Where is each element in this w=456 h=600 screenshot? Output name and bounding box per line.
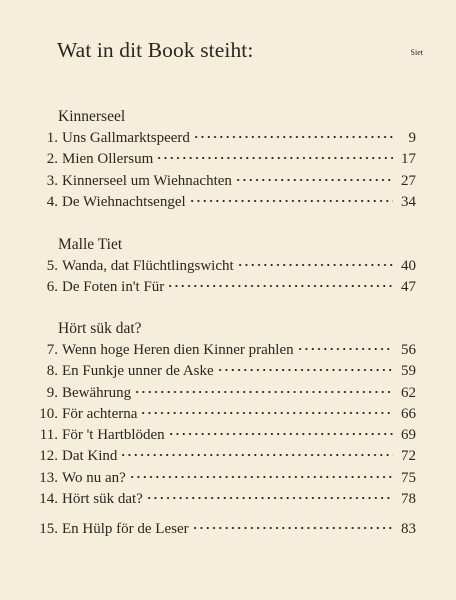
- entry-number: 6.: [46, 279, 58, 296]
- dot-leader: [192, 520, 393, 530]
- entry-title: Hört sük dat?: [62, 491, 143, 508]
- toc-entry: [36, 446, 416, 467]
- entry-page: 27: [401, 172, 416, 189]
- section-appendix: [36, 519, 416, 540]
- entry-title: Bewährung: [62, 384, 132, 401]
- entry-title: För 't Hartblöden: [62, 427, 165, 444]
- toc-entry: [36, 468, 416, 489]
- entry-number: 10.: [39, 405, 58, 422]
- toc-entry: [36, 340, 416, 361]
- dot-leader: [297, 341, 393, 351]
- entry-number: 4.: [46, 193, 58, 210]
- entry-title: Kinnerseel um Wiehnachten: [62, 172, 232, 189]
- dot-leader: [167, 278, 393, 288]
- dot-leader: [156, 150, 393, 160]
- entry-title: Wo nu an?: [62, 469, 126, 486]
- dot-leader: [140, 405, 393, 415]
- entry-number: 15.: [39, 521, 58, 537]
- entry-number: 13.: [39, 469, 58, 486]
- toc-entry: [36, 256, 416, 277]
- toc-entry: [36, 149, 416, 170]
- page-column-label: Siet: [410, 48, 423, 57]
- entry-page: 40: [401, 258, 416, 274]
- toc-entry: [36, 192, 416, 213]
- entry-title: Wanda, dat Flüchtlingswicht: [62, 258, 234, 274]
- section-heading: Hört sük dat?: [58, 320, 142, 337]
- dot-leader: [193, 129, 393, 139]
- entry-number: 11.: [39, 427, 58, 444]
- entry-title: Dat Kind: [62, 448, 118, 465]
- dot-leader: [120, 447, 393, 457]
- entry-page: 72: [401, 448, 416, 465]
- entry-title: De Foten in't Für: [62, 279, 165, 296]
- dot-leader: [217, 362, 393, 372]
- section-heading: Kinnerseel: [58, 108, 126, 125]
- entry-title: För achterna: [62, 405, 138, 422]
- entry-number: 8.: [46, 363, 58, 380]
- toc-entry: [36, 171, 416, 192]
- entry-page: 66: [401, 405, 416, 422]
- entry-page: 69: [401, 427, 416, 444]
- entry-number: 5.: [46, 258, 58, 274]
- toc-entry: [36, 519, 416, 540]
- section-hort-suk-dat: [36, 318, 416, 510]
- section-malle-tiet: [36, 234, 416, 299]
- entry-page: 34: [401, 193, 416, 210]
- entry-number: 2.: [46, 151, 58, 168]
- entry-number: 3.: [46, 172, 58, 189]
- entry-page: 78: [401, 491, 416, 508]
- toc-entry: [36, 383, 416, 404]
- page-title: Wat in dit Book steiht:: [57, 38, 254, 62]
- entry-title: En Funkje unner de Aske: [62, 363, 214, 380]
- entry-page: 75: [401, 469, 416, 486]
- entry-title: Mien Ollersum: [62, 151, 154, 168]
- toc-entry: [36, 128, 416, 149]
- entry-page: 47: [401, 279, 416, 296]
- toc-entry: [36, 489, 416, 510]
- entry-number: 7.: [46, 342, 58, 358]
- toc-entry: [36, 404, 416, 425]
- section-heading: Malle Tiet: [58, 236, 123, 253]
- section-kinnerseel: [36, 106, 416, 213]
- dot-leader: [237, 257, 393, 267]
- dot-leader: [235, 172, 393, 182]
- entry-title: De Wiehnachtsengel: [62, 193, 186, 210]
- toc-entry: [36, 277, 416, 298]
- entry-page: 56: [401, 342, 416, 358]
- entry-number: 14.: [39, 491, 58, 508]
- dot-leader: [189, 193, 393, 203]
- toc-entry: [36, 361, 416, 382]
- contents-header: [57, 38, 427, 66]
- entry-page: 17: [401, 151, 416, 168]
- dot-leader: [129, 469, 393, 479]
- entry-page: 83: [401, 521, 416, 537]
- dot-leader: [146, 490, 393, 500]
- entry-page: 59: [401, 363, 416, 380]
- entry-number: 1.: [46, 130, 58, 146]
- entry-number: 9.: [46, 384, 58, 401]
- entry-page: 62: [401, 384, 416, 401]
- entry-title: Wenn hoge Heren dien Kinner prahlen: [62, 342, 294, 358]
- entry-title: En Hülp för de Leser: [62, 521, 189, 537]
- dot-leader: [168, 426, 393, 436]
- entry-number: 12.: [39, 448, 58, 465]
- toc-entry: [36, 425, 416, 446]
- entry-title: Uns Gallmarktspeerd: [62, 130, 190, 146]
- entry-page: 9: [408, 130, 416, 146]
- dot-leader: [134, 384, 393, 394]
